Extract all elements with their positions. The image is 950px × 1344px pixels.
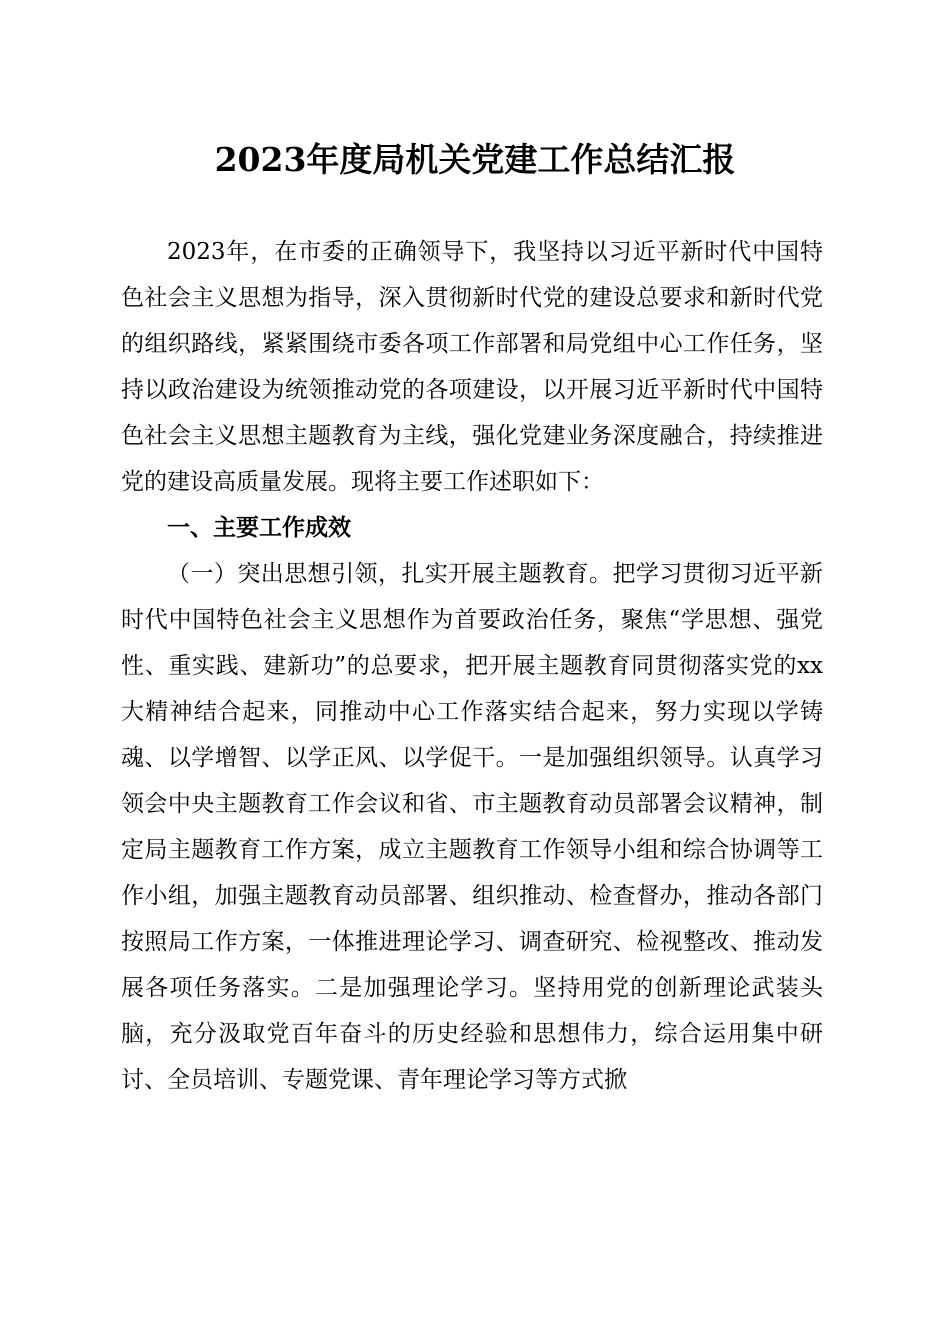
- subsection-body: 把学习贯彻习近平新时代中国特色社会主义思想作为首要政治任务，聚焦“学思想、强党性、重实践、建新功”的总要求，把开展主题教育同贯彻落实党的xx大精神结合起来，同推动中心工作落实结合起来，努力实现以学铸魂、以学增智、以学正风、以学促干。一是加强组织领导。认真学习领会中央主题教育工作会议和省、市主题教育动员部署会议精神，制定局主题教育工作方案，成立主题教育工作领导小组和综合协调等工作小组，加强主题教育动员部署、组织推动、检查督办，推动各部门按照局工作方案，一体推进理论学习、调查研究、检视整改、推动发展各项任务落实。二是加强理论学习。坚持用党的创新理论武装头脑，充分汲取党百年奋斗的历史经验和思想伟力，综合运用集中研讨、全员培训、专题党课、青年理论学习等方式掀: [121, 561, 824, 1093]
- document-title: 2023年度局机关党建工作总结汇报: [214, 140, 736, 179]
- document-body: [121, 229, 823, 1103]
- intro-paragraph: 2023年，在市委的正确领导下，我坚持以习近平新时代中国特色社会主义思想为指导，深入贯彻新时代党的建设总要求和新时代党的组织路线，紧紧围绕市委各项工作部署和局党组中心工作任务，坚持以政治建设为统领推动党的各项建设，以开展习近平新时代中国特色社会主义思想主题教育为主线，强化党建业务深度融合，持续推进党的建设高质量发展。现将主要工作述职如下：: [121, 239, 823, 495]
- section-heading: 一、主要工作成效: [167, 515, 351, 541]
- subsection-lead: （一）突出思想引领，扎实开展主题教育。: [167, 561, 613, 587]
- subsection-paragraph: [121, 551, 823, 1103]
